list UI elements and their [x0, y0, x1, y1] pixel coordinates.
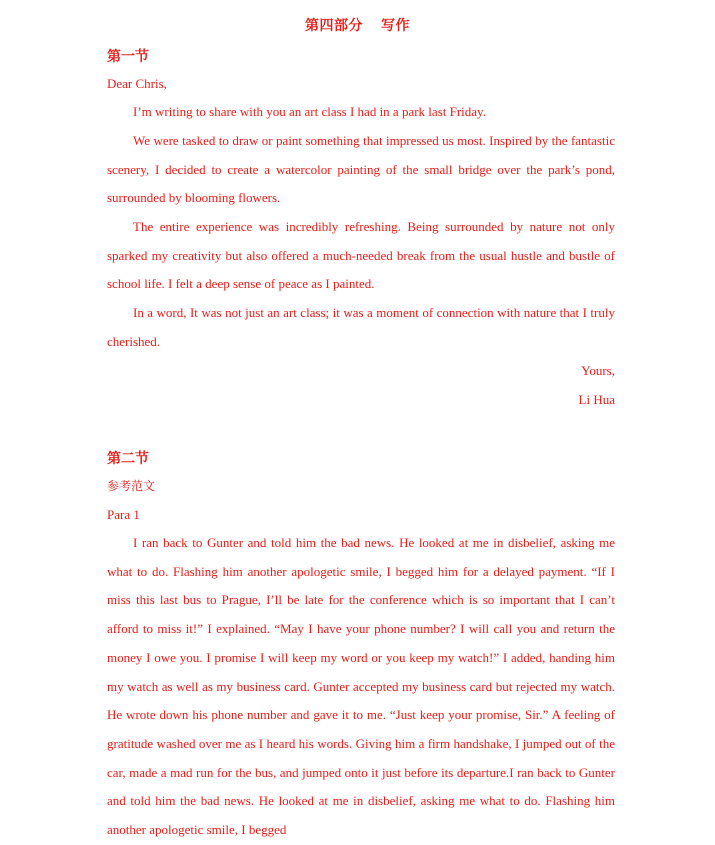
section-1-heading: 第一节: [107, 49, 149, 65]
page-title: [0, 15, 715, 35]
title-part: 第四部分: [305, 18, 363, 34]
letter-signature: Li Hua: [578, 392, 615, 407]
letter-paragraph-2: We were tasked to draw or paint something that impressed us most. Inspired by the fantastic scenery, I decided to create a watercolor painting of the small bridge over the park’s pond, surrounded by blooming flowers.: [107, 133, 615, 206]
section-2-heading: 第二节: [107, 451, 149, 467]
letter-salutation: Dear Chris,: [107, 76, 167, 91]
letter-paragraph-1: I’m writing to share with you an art class I had in a park last Friday.: [133, 104, 486, 119]
letter-closing: Yours,: [581, 363, 615, 378]
essay-paragraph-1: I ran back to Gunter and told him the bad news. He looked at me in disbelief, asking me what to do. Flashing him another apologetic smile, I begged him for a delayed payment. “If I miss this last bus to Prague, I’ll be late for the conference which is so important that I can’t afford to miss it!” I explained. “May I have your phone number? I will call you and return the money I owe you. I promise I will keep my word or you keep my watch!” I added, handing him my watch as well as my business card. Gunter accepted my business card but rejected my watch. He wrote down his phone number and gave it to me. “Just keep your promise, Sir.” A feeling of gratitude washed over me as I heard his words. Giving him a firm handshake, I jumped out of the car, made a mad run for the bus, and jumped onto it just before its departure.I ran back to Gunter and told him the bad news. He looked at me in disbelief, asking me what to do. Flashing him another apologetic smile, I begged: [107, 535, 615, 838]
letter-paragraph-4: In a word, It was not just an art class; it was a moment of connection with nature that I truly cherished.: [107, 305, 615, 349]
reference-essay-label: 参考范文: [107, 479, 156, 493]
para-label: Para 1: [107, 507, 140, 522]
letter-paragraph-3: The entire experience was incredibly refreshing. Being surrounded by nature not only sparked my creativity but also offered a much-needed break from the usual hustle and bustle of school life. I felt a deep sense of peace as I painted.: [107, 219, 615, 292]
title-name: 写作: [381, 18, 410, 34]
